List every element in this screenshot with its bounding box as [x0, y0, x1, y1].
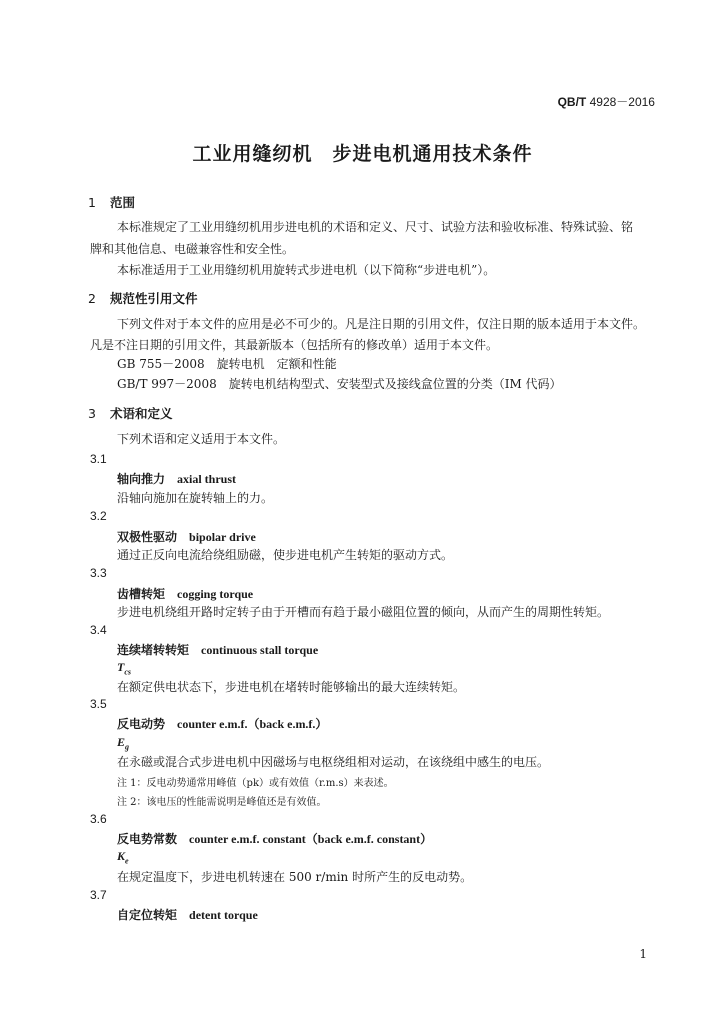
term-cn: 反电动势 [117, 717, 166, 731]
term-heading [117, 715, 327, 732]
term-en: counter e.m.f. constant（back e.m.f. constant） [189, 832, 433, 846]
term-heading [117, 528, 256, 545]
section-3-title: 术语和定义 [110, 406, 173, 421]
term-heading [117, 470, 236, 487]
term-en: cogging torque [177, 587, 254, 601]
term-cn: 轴向推力 [117, 472, 166, 486]
term-symbol [117, 849, 129, 865]
term-en: bipolar drive [189, 530, 256, 544]
term-cn: 连续堵转转矩 [117, 643, 190, 657]
term-definition: 在额定供电状态下，步进电机在堵转时能够输出的最大连续转矩。 [117, 680, 466, 694]
term-heading [117, 641, 318, 658]
term-number: 3.2 [90, 509, 107, 523]
section-3-number: 3 [88, 406, 96, 421]
symbol-letter: T [117, 660, 125, 674]
term-note-2: 注 2：该电压的性能需说明是峰值还是有效值。 [117, 797, 327, 808]
term-cn: 反电势常数 [117, 832, 178, 846]
term-definition: 在规定温度下，步进电机转速在 500 r/min 时所产生的反电动势。 [117, 870, 473, 884]
section-1-heading [88, 193, 135, 211]
term-number: 3.6 [90, 812, 107, 826]
term-definition: 在永磁或混合式步进电机中因磁场与电枢绕组相对运动，在该绕组中感生的电压。 [117, 755, 550, 769]
term-en: detent torque [189, 908, 258, 922]
section-2-paragraph-1a: 下列文件对于本文件的应用是必不可少的。凡是注日期的引用文件，仅注日期的版本适用于本文件。 [117, 317, 646, 331]
term-en: continuous stall torque [201, 643, 319, 657]
section-1-paragraph-1a: 本标准规定了工业用缝纫机用步进电机的术语和定义、尺寸、试验方法和验收标准、特殊试验、铭 [117, 220, 634, 234]
term-definition: 步进电机绕组开路时定转子由于开槽而有趋于最小磁阻位置的倾向，从而产生的周期性转矩。 [117, 605, 610, 619]
term-heading [117, 585, 253, 602]
section-2-paragraph-1b: 凡是不注日期的引用文件，其最新版本（包括所有的修改单）适用于本文件。 [90, 338, 499, 352]
symbol-subscript: g [125, 742, 130, 752]
section-1-paragraph-1b: 牌和其他信息、电磁兼容性和安全性。 [90, 242, 295, 256]
term-number: 3.1 [90, 452, 107, 466]
term-symbol [117, 660, 131, 676]
term-note-1: 注 1：反电动势通常用峰值（pk）或有效值（r.m.s）来表述。 [117, 778, 394, 789]
term-cn: 齿槽转矩 [117, 587, 166, 601]
term-symbol [117, 735, 129, 751]
term-definition: 沿轴向施加在旋转轴上的力。 [117, 491, 274, 505]
symbol-letter: K [117, 849, 126, 863]
term-en: axial thrust [177, 472, 237, 486]
section-1-paragraph-2: 本标准适用于工业用缝纫机用旋转式步进电机（以下简称“步进电机”）。 [117, 263, 496, 277]
term-number: 3.5 [90, 697, 107, 711]
term-cn: 自定位转矩 [117, 908, 178, 922]
term-number: 3.4 [90, 623, 107, 637]
term-number: 3.3 [90, 566, 107, 580]
standard-code-prefix: QB/T [557, 95, 587, 109]
symbol-subscript: cs [124, 667, 132, 677]
section-2-number: 2 [88, 291, 96, 306]
term-en: counter e.m.f.（back e.m.f.） [177, 717, 328, 731]
page-number: 1 [639, 947, 647, 961]
standard-code [558, 93, 655, 110]
term-heading [117, 906, 258, 923]
section-3-heading [88, 404, 173, 422]
term-number: 3.7 [90, 888, 107, 902]
term-cn: 双极性驱动 [117, 530, 178, 544]
reference-gb755: GB 755－2008 旋转电机 定额和性能 [117, 357, 337, 371]
section-1-number: 1 [88, 195, 96, 210]
symbol-subscript: e [125, 856, 129, 866]
section-1-title: 范围 [110, 195, 136, 210]
term-definition: 通过正反向电流给绕组励磁，使步进电机产生转矩的驱动方式。 [117, 548, 454, 562]
symbol-letter: E [117, 735, 126, 749]
standard-code-number: 4928－2016 [589, 95, 655, 109]
term-heading [117, 830, 432, 847]
document-title: 工业用缝纫机 步进电机通用技术条件 [192, 143, 533, 165]
section-2-heading [88, 289, 198, 307]
section-2-title: 规范性引用文件 [110, 291, 198, 306]
section-3-intro: 下列术语和定义适用于本文件。 [117, 432, 286, 446]
reference-gbt997: GB/T 997－2008 旋转电机结构型式、安装型式及接线盒位置的分类（IM 代码） [117, 377, 562, 391]
